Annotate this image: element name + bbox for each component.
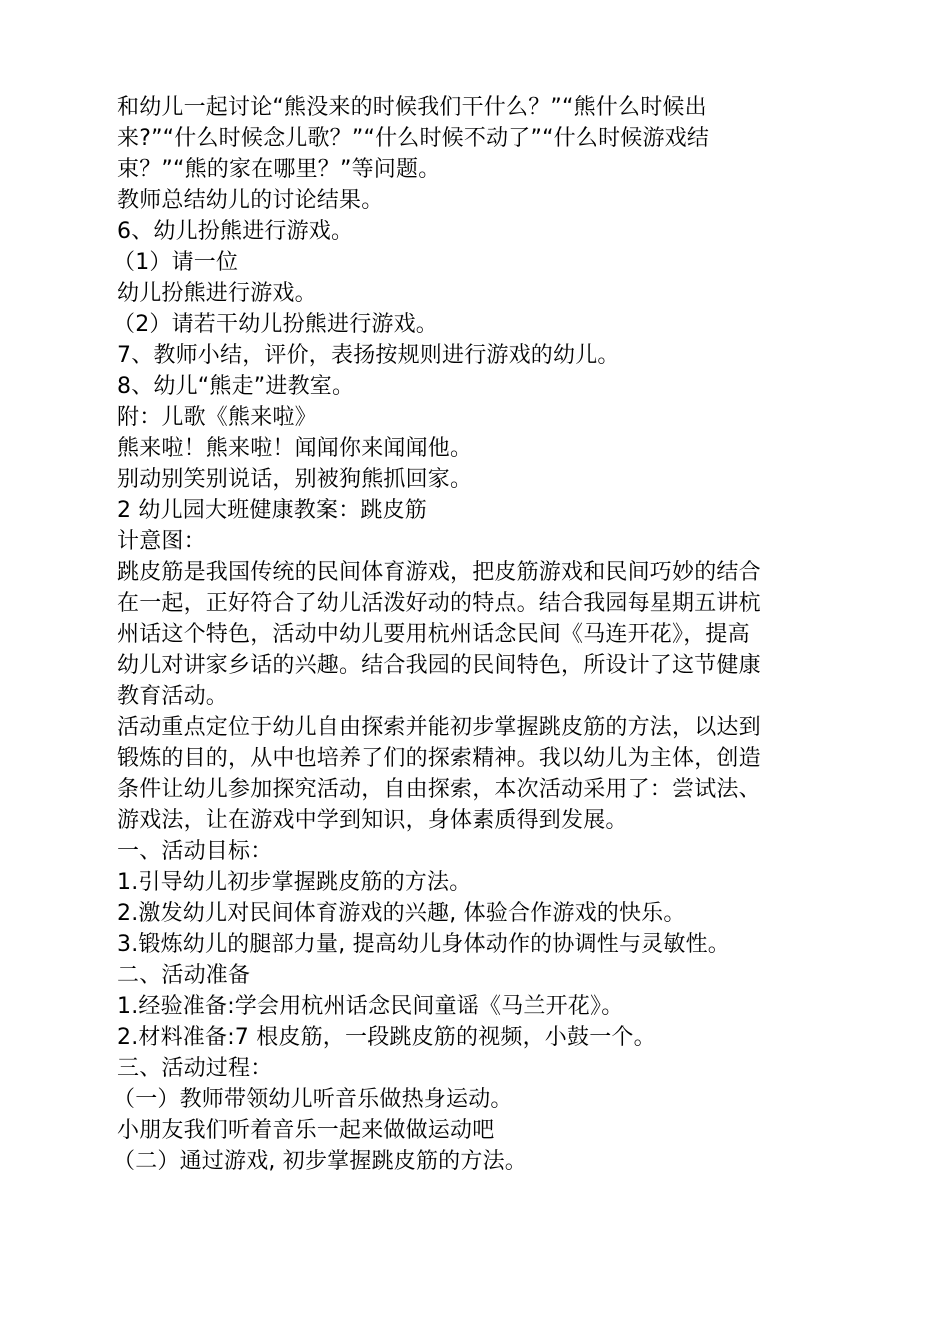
text-line: 锻炼的目的，从中也培养了们的探索精神。我以幼儿为主体，创造 <box>117 746 761 771</box>
text-line: 小朋友我们听着音乐一起来做做运动吧 <box>117 1118 495 1143</box>
rhyme-line: 别动别笑别说话，别被狗熊抓回家。 <box>117 467 473 492</box>
text-line: 活动重点定位于幼儿自由探索并能初步掌握跳皮筋的方法，以达到 <box>117 715 761 740</box>
text-line: 幼儿对讲家乡话的兴趣。结合我园的民间特色，所设计了这节健康 <box>117 653 761 678</box>
step-heading: 8、幼儿“熊走”进教室。 <box>117 374 355 399</box>
section-title: 2 幼儿园大班健康教案：跳皮筋 <box>117 498 427 523</box>
section-heading: 三、活动过程： <box>117 1056 273 1081</box>
prep-item: 1.经验准备:学会用杭州话念民间童谣《马兰开花》。 <box>117 994 624 1019</box>
text-line: 束？”“熊的家在哪里？”等问题。 <box>117 157 441 182</box>
goal-item: 3.锻炼幼儿的腿部力量, 提高幼儿身体动作的协调性与灵敏性。 <box>117 932 730 957</box>
appendix-title: 附：儿歌《熊来啦》 <box>117 405 317 430</box>
goal-item: 1.引导幼儿初步掌握跳皮筋的方法。 <box>117 870 472 895</box>
text-line: 教育活动。 <box>117 684 229 709</box>
prep-item: 2.材料准备:7 根皮筋，一段跳皮筋的视频，小鼓一个。 <box>117 1025 656 1050</box>
section-heading: 二、活动准备 <box>117 963 251 988</box>
rhyme-line: 熊来啦！熊来啦！闻闻你来闻闻他。 <box>117 436 473 461</box>
text-line: 州话这个特色，活动中幼儿要用杭州话念民间《马连开花》，提高 <box>117 622 750 647</box>
text-line: 跳皮筋是我国传统的民间体育游戏，把皮筋游戏和民间巧妙的结合 <box>117 560 761 585</box>
text-line: 和幼儿一起讨论“熊没来的时候我们干什么？”“熊什么时候出 <box>117 95 707 120</box>
sub-step: （1）请一位 <box>113 250 239 275</box>
text-line: 教师总结幼儿的讨论结果。 <box>117 188 384 213</box>
section-heading: 一、活动目标： <box>117 839 273 864</box>
text-line: 来?”“什么时候念儿歌？”“什么时候不动了”“什么时候游戏结 <box>117 126 710 151</box>
text-line: 在一起，正好符合了幼儿活泼好动的特点。结合我园每星期五讲杭 <box>117 591 761 616</box>
process-step: （二）通过游戏, 初步掌握跳皮筋的方法。 <box>113 1149 527 1174</box>
step-heading: 6、幼儿扮熊进行游戏。 <box>117 219 354 244</box>
text-line: 幼儿扮熊进行游戏。 <box>117 281 317 306</box>
process-step: （一）教师带领幼儿听音乐做热身运动。 <box>113 1087 513 1112</box>
text-line: 计意图： <box>117 529 206 554</box>
text-line: 游戏法，让在游戏中学到知识，身体素质得到发展。 <box>117 808 628 833</box>
goal-item: 2.激发幼儿对民间体育游戏的兴趣, 体验合作游戏的快乐。 <box>117 901 686 926</box>
step-heading: 7、教师小结，评价，表扬按规则进行游戏的幼儿。 <box>117 343 620 368</box>
document-body <box>113 92 817 1177</box>
text-line: 条件让幼儿参加探究活动，自由探索，本次活动采用了：尝试法、 <box>117 777 761 802</box>
sub-step: （2）请若干幼儿扮熊进行游戏。 <box>113 312 438 337</box>
